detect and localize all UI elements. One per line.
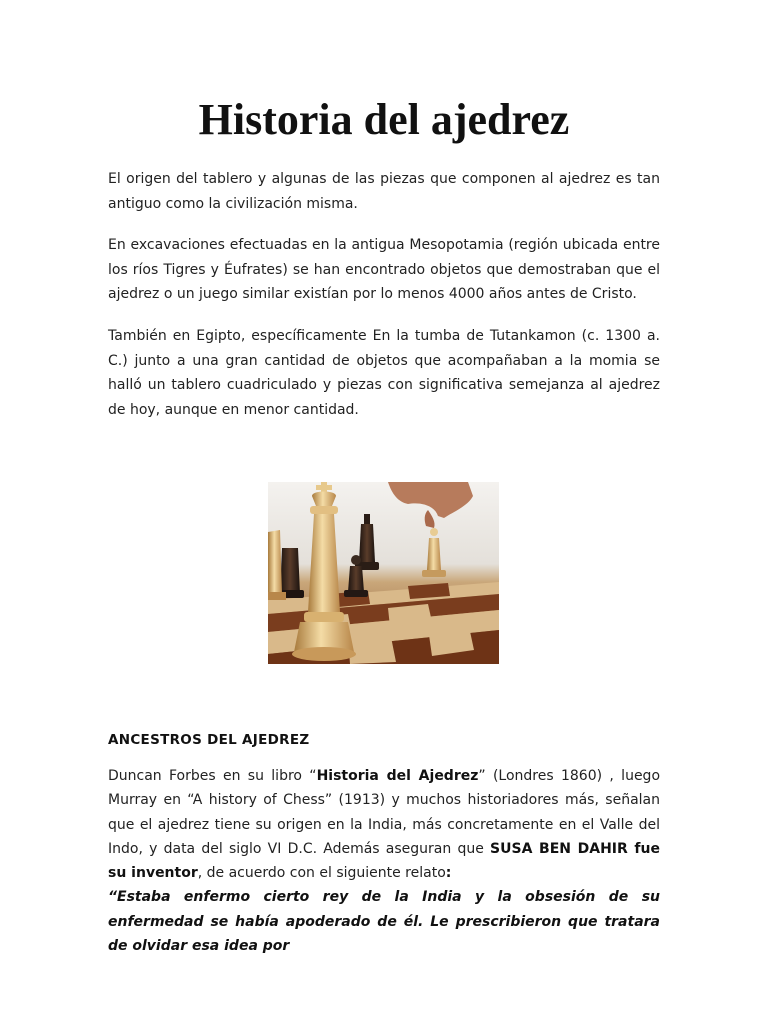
ancestors-text-intro: Duncan Forbes en su libro “ [108, 768, 317, 784]
inventor-name: SUSA BEN DAHIR fue su inventor [108, 840, 660, 882]
ancestors-text-end: , de acuerdo con el siguiente relato [197, 865, 446, 882]
section-heading: ANCESTROS DEL AJEDREZ [108, 732, 310, 748]
ancestors-colon: : [445, 865, 452, 882]
paragraph-egypt: También en Egipto, específicamente En la tumba de Tutankamon (c. 1300 a. C.) junto a una gran cantidad de objetos que acompañaban a la momia se halló un tablero cuadriculado y piezas con significativa semejanza al ajedrez de hoy, aunque en menor cantidad. [108, 328, 660, 418]
paragraph-mesopotamia: En excavaciones efectuadas en la antigua Mesopotamia (región ubicada entre los ríos Tigres y Éufrates) se han encontrado objetos que demostraban que el ajedrez o un juego similar existían por lo menos 4000 años antes de Cristo. [108, 237, 660, 302]
paragraph-ancestors [108, 764, 660, 958]
page-title: Historia del ajedrez [198, 95, 570, 144]
chess-board-illustration [268, 482, 499, 664]
ancestors-text-middle: ” (Londres 1860) , luego Murray en “A history of Chess” (1913) y muchos historiadores más, señalan que el ajedrez tiene su origen en la India, más concretamente en el Valle del Indo, y data del siglo VI D.C. Además aseguran que [108, 768, 661, 857]
legend-quote: “Estaba enfermo cierto rey de la India y la obsesión de su enfermedad se había apoderado de él. Le prescribieron que tratara de olvidar esa idea por [108, 889, 660, 955]
book-title: Historia del Ajedrez [316, 768, 479, 784]
chess-photo [268, 482, 499, 664]
paragraph-origin: El origen del tablero y algunas de las piezas que componen al ajedrez es tan antiguo como la civilización misma. [108, 171, 660, 212]
